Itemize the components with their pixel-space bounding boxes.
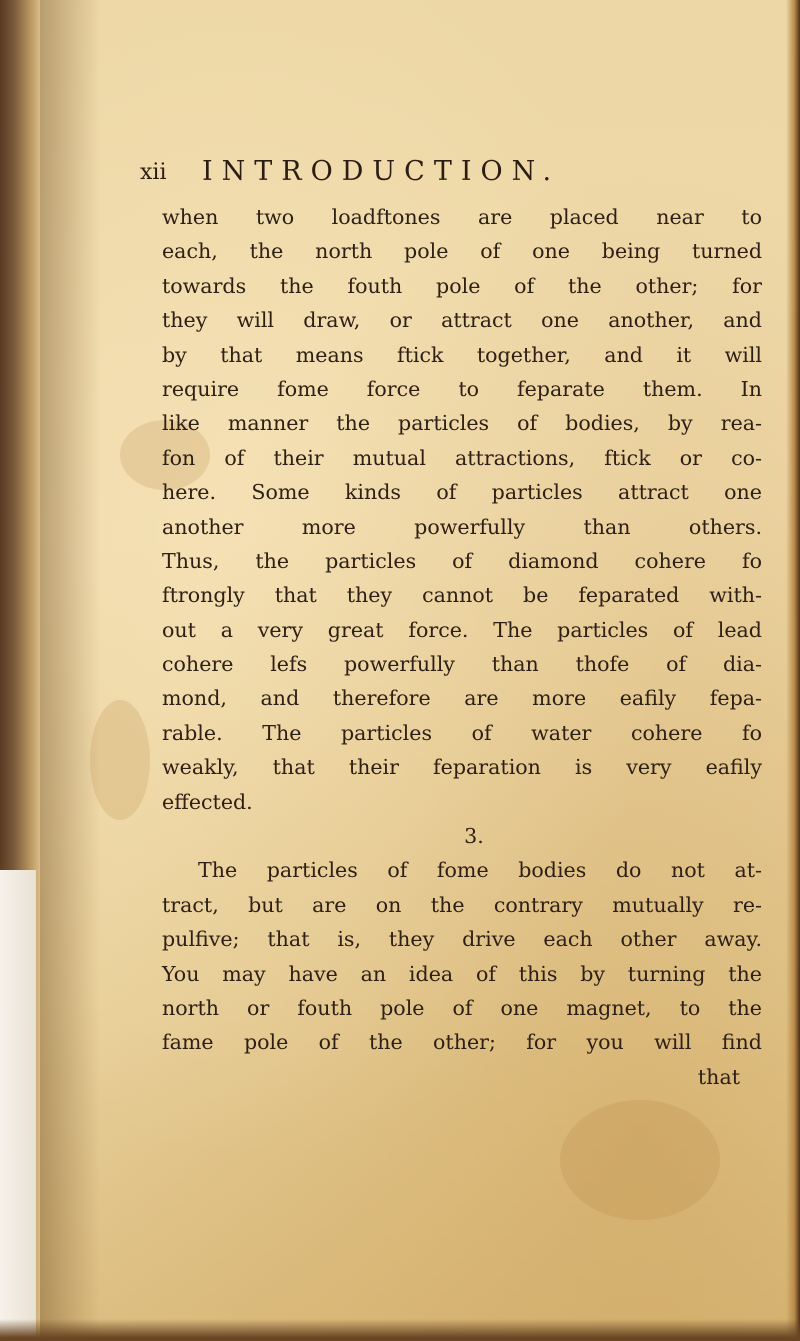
catchword: that — [697, 1064, 740, 1089]
text-line: out a very great force. The particles of lead — [162, 617, 762, 642]
foxing-stain — [560, 1100, 720, 1220]
text-line: rable. The particles of water cohere fo — [162, 720, 762, 745]
text-line: fon of their mutual attractions, ftick or co- — [162, 445, 762, 470]
text-line: cohere lefs powerfully than thofe of dia- — [162, 652, 762, 677]
text-line: each, the north pole of one being turned — [162, 239, 762, 264]
text-line: ftrongly that they cannot be feparated with- — [162, 583, 762, 608]
text-line: tract, but are on the contrary mutually re- — [162, 892, 762, 917]
page-right-edge — [786, 0, 800, 1341]
text-line: here. Some kinds of particles attract one — [162, 480, 762, 505]
text-line: by that means ftick together, and it will — [162, 342, 762, 367]
text-line: mond, and therefore are more eafily fepa- — [162, 686, 762, 711]
page-bottom-edge — [0, 1319, 800, 1341]
text-line: north or fouth pole of one magnet, to the — [162, 995, 762, 1020]
text-line: The particles of fome bodies do not at- — [198, 858, 762, 883]
text-line: require fome force to feparate them. In — [162, 376, 762, 401]
foxing-stain — [90, 700, 150, 820]
text-line: You may have an idea of this by turning the — [162, 961, 762, 986]
text-line: another more powerfully than others. — [162, 514, 762, 539]
text-line: Thus, the particles of diamond cohere fo — [162, 548, 762, 573]
page-header — [140, 156, 700, 196]
page-number: xii — [140, 160, 167, 185]
running-head: INTRODUCTION. — [202, 156, 561, 187]
text-line: when two loadftones are placed near to — [162, 205, 762, 229]
text-line: towards the fouth pole of the other; for — [162, 273, 762, 298]
body-text — [162, 200, 762, 1094]
section-number: 3. — [464, 824, 484, 849]
text-line: effected. — [162, 789, 253, 814]
text-line: weakly, that their feparation is very eafily — [162, 755, 762, 780]
gutter-shadow — [40, 0, 100, 1341]
text-line: they will draw, or attract one another, and — [162, 308, 762, 333]
backing-paper — [0, 870, 36, 1341]
text-line: like manner the particles of bodies, by rea- — [162, 411, 762, 436]
text-line: fame pole of the other; for you will find — [162, 1030, 762, 1055]
text-line: pulfive; that is, they drive each other away. — [162, 927, 762, 952]
